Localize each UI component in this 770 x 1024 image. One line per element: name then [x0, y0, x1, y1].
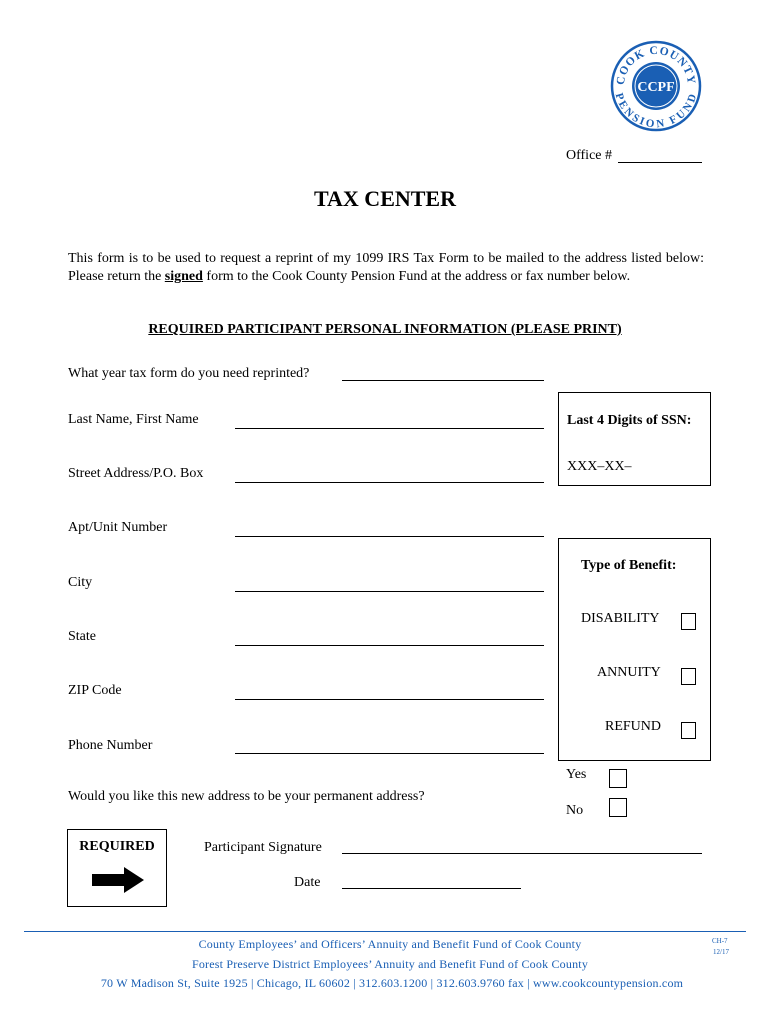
svg-text:PENSION FUND: PENSION FUND [612, 91, 700, 131]
refund-label: REFUND [605, 719, 662, 734]
section-heading [0, 322, 770, 338]
state-label: State [68, 629, 96, 644]
footer-line-1: County Employees’ and Officers’ Annuity and Benefit Fund of Cook County [198, 937, 582, 951]
phone-field[interactable] [235, 753, 544, 754]
ssn-label: Last 4 Digits of SSN: [567, 413, 692, 428]
page-title: TAX CENTER [313, 186, 456, 211]
permanent-question: Would you like this new address to be your permanent address? [68, 789, 425, 804]
date-label: Date [294, 875, 321, 890]
name-field[interactable] [235, 428, 544, 429]
year-field[interactable] [342, 380, 544, 381]
svg-text:CCPF: CCPF [637, 80, 675, 95]
required-label: REQUIRED [79, 839, 155, 854]
disability-checkbox[interactable] [681, 613, 696, 630]
ssn-mask: XXX–XX– [567, 459, 632, 474]
signature-field[interactable] [342, 853, 702, 854]
phone-label: Phone Number [68, 738, 153, 753]
yes-checkbox[interactable] [609, 769, 627, 788]
no-label: No [566, 803, 584, 818]
zip-label: ZIP Code [68, 683, 122, 698]
state-field[interactable] [235, 645, 544, 646]
apt-field[interactable] [235, 536, 544, 537]
benefit-box [558, 538, 711, 761]
apt-label: Apt/Unit Number [68, 520, 168, 535]
footer-line-3: 70 W Madison St, Suite 1925 | Chicago, IL 60602 | 312.603.1200 | 312.603.9760 fax | www.cookcountypension.com [100, 976, 684, 990]
section-heading-text: REQUIRED PARTICIPANT PERSONAL INFORMATION (PLEASE PRINT) [148, 322, 622, 337]
office-label: Office # [566, 148, 612, 163]
ccpf-logo [610, 40, 702, 132]
street-label: Street Address/P.O. Box [68, 466, 204, 481]
annuity-checkbox[interactable] [681, 668, 696, 685]
no-checkbox[interactable] [609, 798, 627, 817]
intro-signed: signed [164, 269, 203, 284]
svg-text:COOK COUNTY: COOK COUNTY [614, 44, 698, 86]
signature-label: Participant Signature [204, 840, 322, 855]
city-label: City [68, 575, 93, 590]
name-label: Last Name, First Name [68, 412, 199, 427]
benefit-title: Type of Benefit: [581, 558, 677, 573]
year-label: What year tax form do you need reprinted? [68, 366, 310, 381]
form-date: 12/17 [713, 948, 729, 956]
intro-paragraph [68, 250, 704, 286]
street-field[interactable] [235, 482, 544, 483]
ssn-box[interactable] [558, 392, 711, 486]
footer-divider [24, 931, 746, 932]
intro-text-before: This form is to be used to request a reprint of my 1099 IRS Tax Form to be mailed to the address listed below: Please return the [68, 251, 704, 284]
disability-label: DISABILITY [581, 611, 660, 626]
form-code: CH-7 [712, 937, 728, 945]
required-box [67, 829, 167, 907]
annuity-label: ANNUITY [597, 665, 661, 680]
intro-text-after: form to the Cook County Pension Fund at the address or fax number below. [202, 269, 631, 284]
city-field[interactable] [235, 591, 544, 592]
office-field[interactable] [618, 162, 702, 163]
footer-line-2: Forest Preserve District Employees’ Annuity and Benefit Fund of Cook County [191, 957, 589, 971]
right-arrow-icon [92, 867, 144, 898]
zip-field[interactable] [235, 699, 544, 700]
refund-checkbox[interactable] [681, 722, 696, 739]
yes-label: Yes [566, 767, 587, 782]
date-field[interactable] [342, 888, 521, 889]
